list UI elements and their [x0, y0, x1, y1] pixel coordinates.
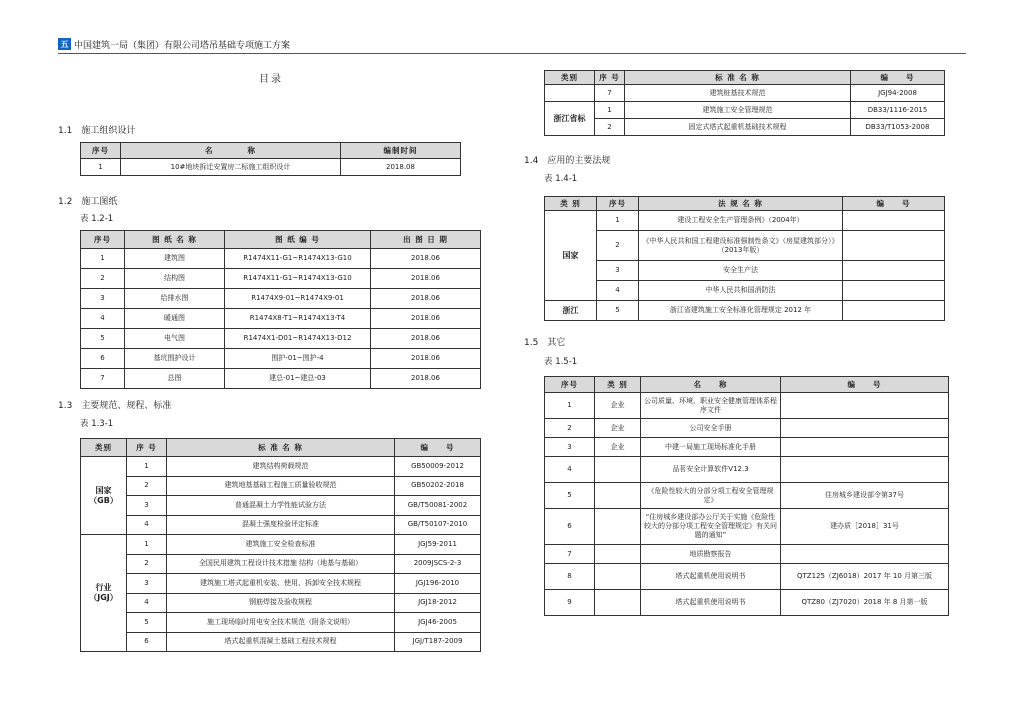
table-header-row: [545, 71, 945, 85]
company-logo-icon: 五: [58, 38, 71, 50]
table-cell: 给排水图: [125, 289, 225, 309]
table-cell: JGJ46-2005: [395, 613, 481, 633]
table-cell: 10#地块拆迁安置房二标施工组织设计: [121, 159, 341, 176]
table-cell: 5: [81, 329, 125, 349]
table-row: [81, 249, 481, 269]
table-row: [545, 102, 945, 119]
table-cell: 4: [597, 281, 639, 301]
column-header: 序号: [81, 231, 125, 249]
table-cell: 6: [545, 509, 595, 545]
column-header: 类 别: [545, 197, 597, 211]
table-cell: JGJ94-2008: [851, 85, 945, 102]
column-header: 序号: [545, 377, 595, 393]
table-cell: 公司质量、环境、职业安全健康管理体系程序文件: [641, 393, 781, 419]
table-cell: GB/T50107-2010: [395, 515, 481, 535]
table-row: [545, 231, 945, 261]
table-cell: 4: [81, 309, 125, 329]
column-header: 类别: [545, 71, 595, 85]
table-cell: 建总-01~建总-03: [225, 369, 371, 389]
table-row: [81, 515, 481, 535]
category-cell: 行业 （JGJ）: [81, 535, 127, 652]
table-cell: 6: [81, 349, 125, 369]
table-cell: 2018.06: [371, 369, 481, 389]
table-cell: 电气图: [125, 329, 225, 349]
table-1-3-caption: 表 1.3-1: [80, 419, 114, 429]
table-cell: 1: [81, 249, 125, 269]
table-cell: 建筑施工安全检查标准: [167, 535, 395, 555]
header-title: 中国建筑一局（集团）有限公司塔吊基础专项施工方案: [74, 40, 291, 51]
table-cell: [595, 590, 641, 616]
table-cell: 1: [127, 457, 167, 477]
table-cell: [843, 281, 945, 301]
table-cell: 7: [545, 545, 595, 564]
table-cell: 建筑施工塔式起重机安装、使用、拆卸安全技术规程: [167, 574, 395, 594]
table-cell: 安全生产法: [639, 261, 843, 281]
table-cell: 5: [545, 483, 595, 509]
table-1-2-caption: 表 1.2-1: [80, 214, 114, 224]
table-cell: 建筑施工安全管理规范: [625, 102, 851, 119]
table-row: [81, 613, 481, 633]
table-cell: 企业: [595, 438, 641, 457]
table-row: [545, 590, 949, 616]
column-header: 序号: [597, 197, 639, 211]
table-cell: 固定式塔式起重机基础技术规程: [625, 119, 851, 136]
table-cell: 2: [127, 476, 167, 496]
table-cell: 9: [545, 590, 595, 616]
table-row: [81, 476, 481, 496]
table-cell: R1474X8-T1~R1474X13-T4: [225, 309, 371, 329]
table-row: [81, 329, 481, 349]
table-cell: 2: [595, 119, 625, 136]
table-1-4-caption: 表 1.4-1: [544, 174, 578, 184]
table-cell: [843, 301, 945, 321]
table-cell: QTZ80（ZJ7020）2018 年 8 月第一版: [781, 590, 949, 616]
table-construction-design: [80, 142, 461, 176]
table-cell: 1: [81, 159, 121, 176]
table-row: [545, 419, 949, 438]
table-cell: 全国民用建筑工程设计技术措施 结构（地基与基础）: [167, 554, 395, 574]
table-row: [545, 564, 949, 590]
table-cell: [843, 261, 945, 281]
table-cell: GB50009-2012: [395, 457, 481, 477]
table-row: [545, 545, 949, 564]
column-header: 编 号: [395, 439, 481, 457]
table-row: [81, 496, 481, 516]
table-cell: 6: [127, 632, 167, 652]
table-cell: 2: [545, 419, 595, 438]
table-cell: [781, 393, 949, 419]
table-cell: 浙江省建筑施工安全标准化管理规定 2012 年: [639, 301, 843, 321]
table-cell: 3: [127, 574, 167, 594]
table-cell: 3: [597, 261, 639, 281]
column-header: 名 称: [641, 377, 781, 393]
table-row: [81, 554, 481, 574]
table-cell: JGJ196-2010: [395, 574, 481, 594]
table-1-5-caption: 表 1.5-1: [544, 357, 578, 367]
table-cell: [595, 509, 641, 545]
table-cell: 《中华人民共和国工程建设标准强制性条文》（房屋建筑部分）》（2013年版）: [639, 231, 843, 261]
table-cell: R1474X9-01~R1474X9-01: [225, 289, 371, 309]
table-cell: [595, 483, 641, 509]
table-cell: 7: [595, 85, 625, 102]
table-cell: 3: [545, 438, 595, 457]
table-row: [545, 261, 945, 281]
table-cell: 建设工程安全生产管理条例》（2004年）: [639, 211, 843, 231]
table-regulations: [544, 196, 945, 321]
table-row: [545, 483, 949, 509]
section-1-3-title: 1.3 主要规范、规程、标准: [58, 401, 172, 411]
table-row: [545, 457, 949, 483]
category-cell: 浙江: [545, 301, 597, 321]
table-cell: [843, 211, 945, 231]
category-cell: 国家 （GB）: [81, 457, 127, 535]
table-header-row: [545, 197, 945, 211]
table-cell: 建筑结构荷载规范: [167, 457, 395, 477]
column-header: 类别: [81, 439, 127, 457]
table-cell: 地质勘察报告: [641, 545, 781, 564]
table-cell: 中建一局施工现场标准化手册: [641, 438, 781, 457]
column-header: 图 纸 编 号: [225, 231, 371, 249]
column-header: 标 准 名 称: [167, 439, 395, 457]
table-row: [545, 85, 945, 102]
column-header: 编 号: [851, 71, 945, 85]
table-cell: 住房城乡建设部令第37号: [781, 483, 949, 509]
table-cell: “住房城乡建设部办公厅关于实施《危险性较大的分部分项工程安全管理规定》有关问题的通知”: [641, 509, 781, 545]
table-cell: 8: [545, 564, 595, 590]
table-cell: GB50202-2018: [395, 476, 481, 496]
table-cell: 企业: [595, 419, 641, 438]
table-cell: 1: [595, 102, 625, 119]
table-cell: 2018.06: [371, 349, 481, 369]
table-row: [545, 281, 945, 301]
table-row: [81, 309, 481, 329]
table-cell: [781, 419, 949, 438]
page-header: [58, 36, 290, 52]
table-cell: JGJ59-2011: [395, 535, 481, 555]
table-row: [545, 211, 945, 231]
table-cell: [595, 545, 641, 564]
section-1-1-title: 1.1 施工组织设计: [58, 126, 136, 136]
table-cell: [781, 438, 949, 457]
table-row: [81, 269, 481, 289]
table-row: [81, 457, 481, 477]
table-cell: 总图: [125, 369, 225, 389]
column-header: 编 号: [843, 197, 945, 211]
table-cell: R1474X1-D01~R1474X13-D12: [225, 329, 371, 349]
table-cell: DB33/T1053-2008: [851, 119, 945, 136]
table-row: [545, 301, 945, 321]
section-1-5-title: 1.5 其它: [524, 338, 566, 348]
table-cell: 3: [127, 496, 167, 516]
table-cell: 2018.06: [371, 249, 481, 269]
table-cell: 中华人民共和国消防法: [639, 281, 843, 301]
table-row: [81, 159, 461, 176]
table-row: [545, 119, 945, 136]
table-cell: R1474X11-G1~R1474X13-G10: [225, 269, 371, 289]
table-cell: [595, 457, 641, 483]
table-cell: 施工现场临时用电安全技术规范（附条文说明）: [167, 613, 395, 633]
column-header: 序号: [81, 143, 121, 159]
table-cell: 5: [127, 613, 167, 633]
table-cell: 结构图: [125, 269, 225, 289]
table-cell: 1: [127, 535, 167, 555]
table-cell: GB/T50081-2002: [395, 496, 481, 516]
column-header: 序 号: [127, 439, 167, 457]
column-header: 图 纸 名 称: [125, 231, 225, 249]
table-cell: 塔式起重机使用说明书: [641, 590, 781, 616]
table-cell: 1: [597, 211, 639, 231]
table-cell: [781, 457, 949, 483]
table-row: [81, 574, 481, 594]
table-cell: 暖通图: [125, 309, 225, 329]
table-cell: 建筑图: [125, 249, 225, 269]
table-cell: 2018.06: [371, 269, 481, 289]
table-row: [81, 289, 481, 309]
table-header-row: [81, 231, 481, 249]
toc-title: 目录: [259, 74, 283, 85]
table-cell: [843, 231, 945, 261]
column-header: 序 号: [595, 71, 625, 85]
table-row: [81, 632, 481, 652]
table-cell: 建筑地基基础工程施工质量验收规范: [167, 476, 395, 496]
table-cell: 2018.08: [341, 159, 461, 176]
table-cell: 2: [81, 269, 125, 289]
table-row: [545, 438, 949, 457]
table-header-row: [545, 377, 949, 393]
column-header: 名 称: [121, 143, 341, 159]
table-row: [81, 535, 481, 555]
table-cell: 2009JSCS-2-3: [395, 554, 481, 574]
table-row: [81, 369, 481, 389]
section-1-4-title: 1.4 应用的主要法规: [524, 156, 611, 166]
table-cell: 2018.06: [371, 309, 481, 329]
table-cell: DB33/1116-2015: [851, 102, 945, 119]
table-others: [544, 376, 949, 616]
column-header: 法 规 名 称: [639, 197, 843, 211]
table-cell: 品茗安全计算软件V12.3: [641, 457, 781, 483]
table-cell: 3: [81, 289, 125, 309]
table-cell: 2: [597, 231, 639, 261]
column-header: 编 号: [781, 377, 949, 393]
table-row: [545, 393, 949, 419]
table-cell: [781, 545, 949, 564]
table-cell: 建筑桩基技术规范: [625, 85, 851, 102]
table-cell: 企业: [595, 393, 641, 419]
table-cell: 围护-01~围护-4: [225, 349, 371, 369]
table-drawings: [80, 230, 481, 389]
table-cell: 5: [597, 301, 639, 321]
table-cell: 2018.06: [371, 329, 481, 349]
table-cell: 塔式起重机使用说明书: [641, 564, 781, 590]
table-row: [545, 509, 949, 545]
table-cell: 1: [545, 393, 595, 419]
table-cell: 2: [127, 554, 167, 574]
section-1-2-title: 1.2 施工图纸: [58, 197, 118, 207]
column-header: 类 别: [595, 377, 641, 393]
table-cell: 4: [545, 457, 595, 483]
table-cell: JGJ/T187-2009: [395, 632, 481, 652]
table-row: [81, 593, 481, 613]
table-cell: 4: [127, 515, 167, 535]
table-cell: QTZ125（ZJ6018）2017 年 10 月第三版: [781, 564, 949, 590]
table-cell: R1474X11-G1~R1474X13-G10: [225, 249, 371, 269]
column-header: 编制时间: [341, 143, 461, 159]
table-cell: 塔式起重机混凝土基础工程技术规程: [167, 632, 395, 652]
table-row: [81, 349, 481, 369]
category-cell: 浙江省标: [545, 102, 595, 136]
table-cell: 建办质［2018］31号: [781, 509, 949, 545]
category-cell: 国家: [545, 211, 597, 301]
table-cell: JGJ18-2012: [395, 593, 481, 613]
table-cell: 混凝土强度检验评定标准: [167, 515, 395, 535]
table-header-row: [81, 439, 481, 457]
table-cell: 公司安全手册: [641, 419, 781, 438]
header-divider: [58, 53, 966, 54]
table-cell: 2018.06: [371, 289, 481, 309]
table-cell: 基坑围护设计: [125, 349, 225, 369]
column-header: 出 图 日 期: [371, 231, 481, 249]
table-header-row: [81, 143, 461, 159]
table-cell: 钢筋焊接及验收规程: [167, 593, 395, 613]
table-cell: [545, 85, 595, 102]
table-standards: [80, 438, 481, 652]
column-header: 标 准 名 称: [625, 71, 851, 85]
table-standards-continued: [544, 70, 945, 136]
table-cell: 4: [127, 593, 167, 613]
table-cell: 7: [81, 369, 125, 389]
table-cell: [595, 564, 641, 590]
table-cell: 普通混凝土力学性能试验方法: [167, 496, 395, 516]
table-cell: 《危险性较大的分部分项工程安全管理规定》: [641, 483, 781, 509]
